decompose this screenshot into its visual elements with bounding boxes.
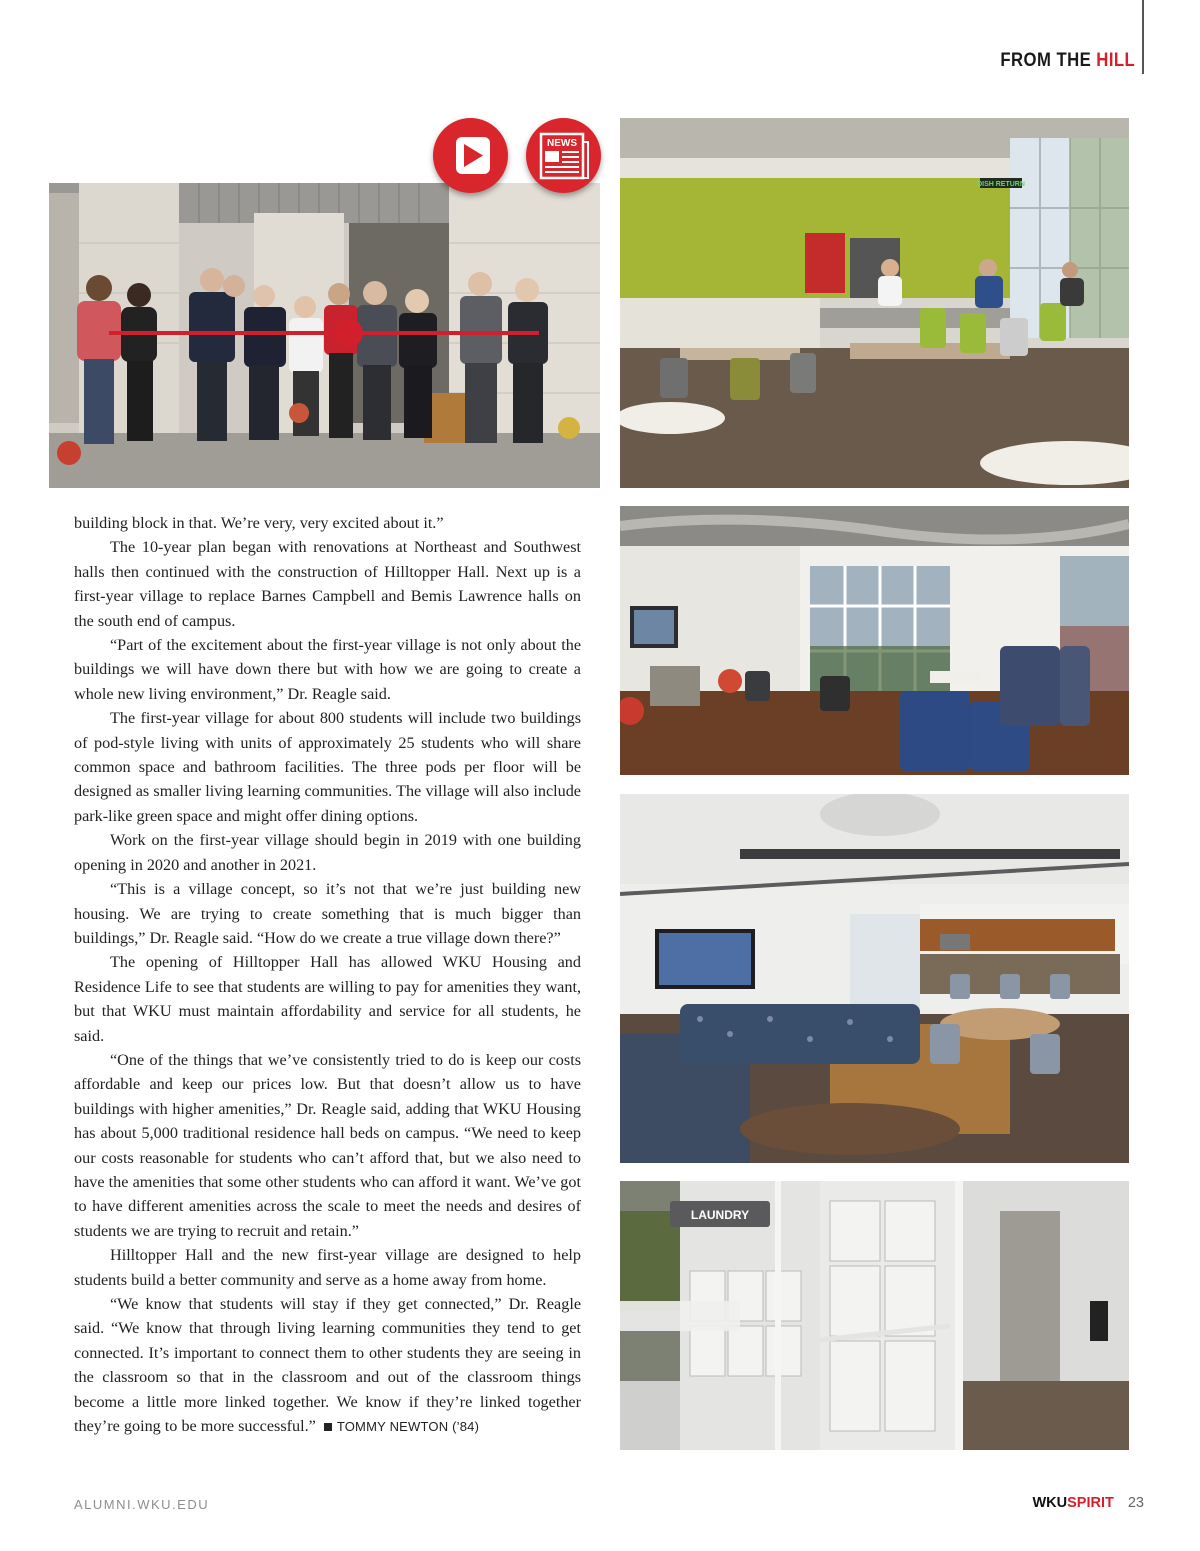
section-label: [1000, 50, 1135, 72]
article-paragraph: “Part of the excitement about the first-year village is not only about the buildings we will have down there but with how we are going to create a whole new living environment,” Dr. Reagle said.: [74, 636, 581, 703]
kitchen-lounge-photo: [620, 794, 1129, 1163]
article-body: [74, 511, 581, 1439]
dish-return-sign: DISH RETURN: [977, 181, 1025, 188]
article-paragraph-text: “We know that students will stay if they get connected,” Dr. Reagle said. “We know that through living learning communities they tend to get connected. It’s important to connect them to other students they are seeing in the classroom so that in the classroom and out of the classroom things become a little more linked together. We know if they’re linked together they’re going to be more successful.”: [74, 1295, 581, 1436]
laundry-room-photo: [620, 1181, 1129, 1450]
news-button[interactable]: [526, 118, 601, 193]
page-number: 23: [1127, 1495, 1144, 1511]
article-paragraph: building block in that. We’re very, very excited about it.”: [74, 514, 444, 532]
brand-wku: WKU: [1032, 1495, 1068, 1511]
newspaper-icon: [526, 118, 601, 193]
article-paragraph: The first-year village for about 800 students will include two buildings of pod-style living with units of approximately 25 students who will share common space and bathroom facilities. The three pods per floor will be designed as smaller living learning communities. The village will also include park-like green space and might offer dining options.: [74, 709, 581, 825]
play-icon: [433, 118, 508, 193]
news-label: NEWS: [547, 138, 577, 149]
footer-brand: [1032, 1494, 1144, 1512]
article-paragraph: The opening of Hilltopper Hall has allowed WKU Housing and Residence Life to see that students are willing to pay for amenities they want, but that WKU must maintain affordability and service for all students, he said.: [74, 953, 581, 1045]
byline-square-icon: [324, 1423, 332, 1431]
brand-spirit: SPIRIT: [1067, 1495, 1114, 1511]
lounge-photo: [620, 506, 1129, 775]
section-label-hill: HILL: [1096, 50, 1135, 71]
dining-area-photo: [620, 118, 1129, 488]
article-paragraph: “One of the things that we’ve consistently tried to do is keep our costs affordable and keep our prices low. But that doesn’t allow us to have buildings with higher amenities,” Dr. Reagle said, adding that WKU Housing has about 5,000 traditional residence hall beds on campus. “We need to keep our costs reasonable for students who can’t afford that, but we also need to have the amenities that some other students who can afford it want. We’ve got to have different amenities across the scale to meet the needs and desires of students we are trying to recruit and retain.”: [74, 1050, 581, 1240]
footer-website: ALUMNI.WKU.EDU: [74, 1497, 210, 1512]
article-paragraph: Hilltopper Hall and the new first-year village are designed to help students build a better community and serve as a home away from home.: [74, 1246, 581, 1289]
article-paragraph: The 10-year plan began with renovations at Northeast and Southwest halls then continued with the construction of Hilltopper Hall. Next up is a first-year village to replace Barnes Campbell and Bemis Lawrence halls on the south end of campus.: [74, 538, 581, 630]
article-paragraph: Work on the first-year village should begin in 2019 with one building opening in 2020 and another in 2021.: [74, 831, 581, 874]
laundry-sign: LAUNDRY: [690, 1208, 750, 1222]
byline-author: TOMMY NEWTON (’84): [336, 1419, 480, 1435]
article-paragraph-final: [74, 1292, 581, 1439]
header-divider: [1142, 0, 1144, 74]
play-video-button[interactable]: [433, 118, 508, 193]
article-paragraph: “This is a village concept, so it’s not that we’re just building new housing. We are trying to create something that is much bigger than buildings,” Dr. Reagle said. “How do we create a true village down there?”: [74, 880, 581, 947]
ribbon-cutting-photo: [49, 183, 600, 488]
section-label-from-the: FROM THE: [1000, 50, 1091, 71]
byline: [316, 1419, 479, 1434]
